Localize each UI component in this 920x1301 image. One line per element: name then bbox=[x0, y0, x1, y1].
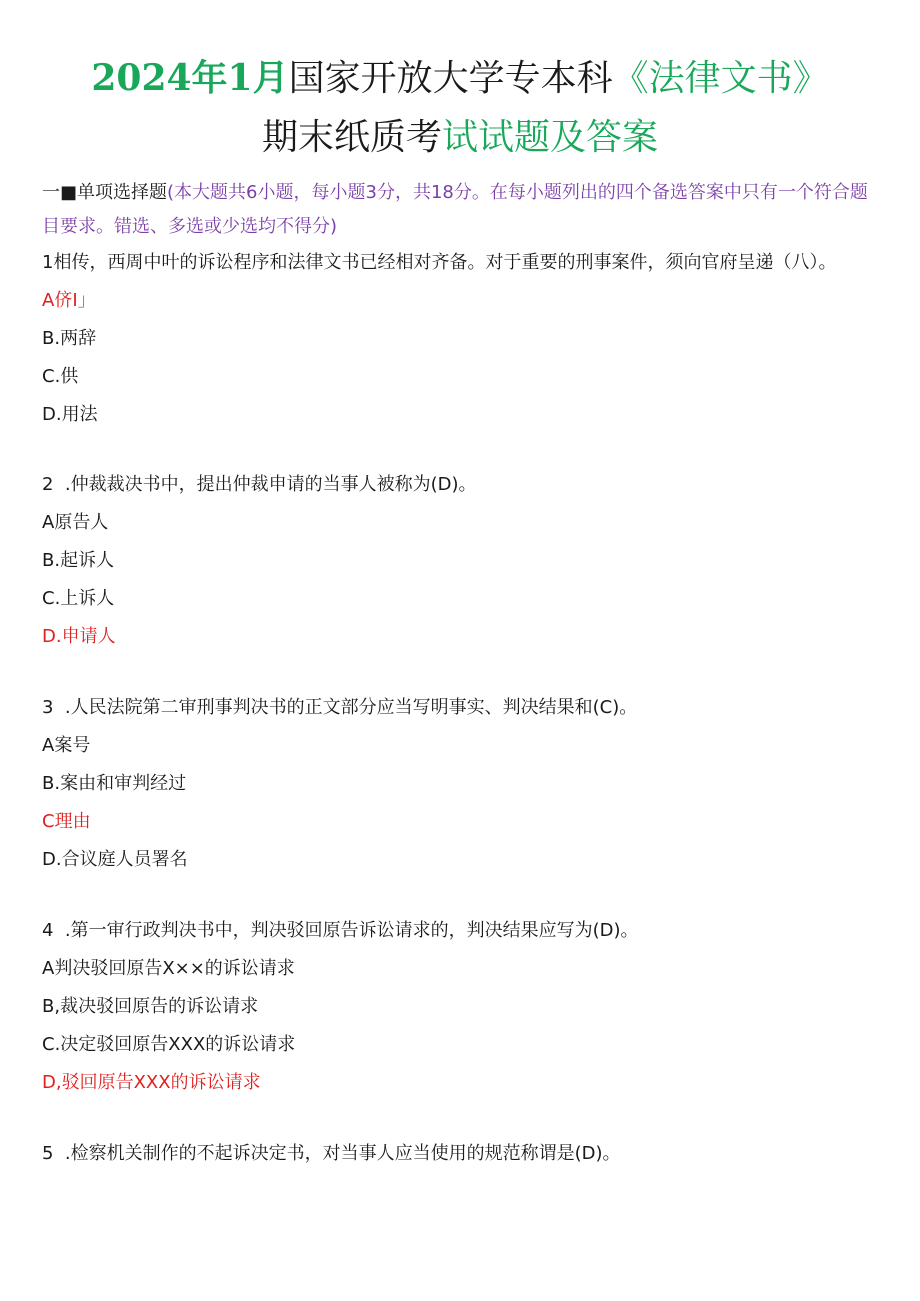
answer-option: D,驳回原告XXX的诉讼请求 bbox=[42, 1072, 261, 1093]
title-segment: 2024年1月 bbox=[91, 57, 289, 99]
title-segment: 试试题及答案 bbox=[442, 117, 659, 158]
question-stem: 5 .检察机关制作的不起诉决定书，对当事人应当使用的规范称谓是(D)。 bbox=[42, 1143, 621, 1164]
page-title-line-1 bbox=[0, 54, 920, 103]
answer-option: B.起诉人 bbox=[42, 550, 115, 571]
answer-option: C.上诉人 bbox=[42, 588, 115, 609]
answer-option: D.申请人 bbox=[42, 626, 116, 647]
answer-option: D.用法 bbox=[42, 404, 98, 425]
answer-option: A判决驳回原告X××的诉讼请求 bbox=[42, 958, 295, 979]
page-title-line-2 bbox=[0, 114, 920, 162]
title-segment: 期末纸质考 bbox=[261, 117, 442, 158]
answer-option: B,裁决驳回原告的诉讼请求 bbox=[42, 996, 259, 1017]
question-stem: 3 .人民法院第二审刑事判决书的正文部分应当写明事实、判决结果和(C)。 bbox=[42, 697, 638, 718]
answer-option: C.决定驳回原告XXX的诉讼请求 bbox=[42, 1034, 296, 1055]
section-instructions: (本大题共6小题，每小题3分，共18分。在每小题列出的四个备选答案中只有一个符合题目要求。错选、多选或少选均不得分) bbox=[42, 182, 868, 237]
answer-option: B.案由和审判经过 bbox=[42, 773, 187, 794]
title-segment: 国家开放大学专本科 bbox=[288, 58, 613, 99]
section-title: 一■单项选择题 bbox=[42, 182, 168, 203]
question-stem: 2 .仲裁裁决书中，提出仲裁申请的当事人被称为(D)。 bbox=[42, 474, 477, 495]
section-heading bbox=[42, 176, 882, 244]
title-segment: 《法律文书》 bbox=[612, 58, 829, 99]
answer-option: A原告人 bbox=[42, 512, 109, 533]
answer-option: B.两辞 bbox=[42, 328, 97, 349]
answer-option: C理由 bbox=[42, 811, 91, 832]
answer-option: D.合议庭人员署名 bbox=[42, 849, 188, 870]
question-stem: 4 .第一审行政判决书中，判决驳回原告诉讼请求的，判决结果应写为(D)。 bbox=[42, 920, 639, 941]
answer-option: A侪I」 bbox=[42, 290, 96, 311]
question-stem: 1相传，西周中叶的诉讼程序和法律文书已经相对齐备。对于重要的刑事案件，须向官府呈递（八）。 bbox=[42, 252, 837, 273]
answer-option: A案号 bbox=[42, 735, 91, 756]
answer-option: C.供 bbox=[42, 366, 79, 387]
